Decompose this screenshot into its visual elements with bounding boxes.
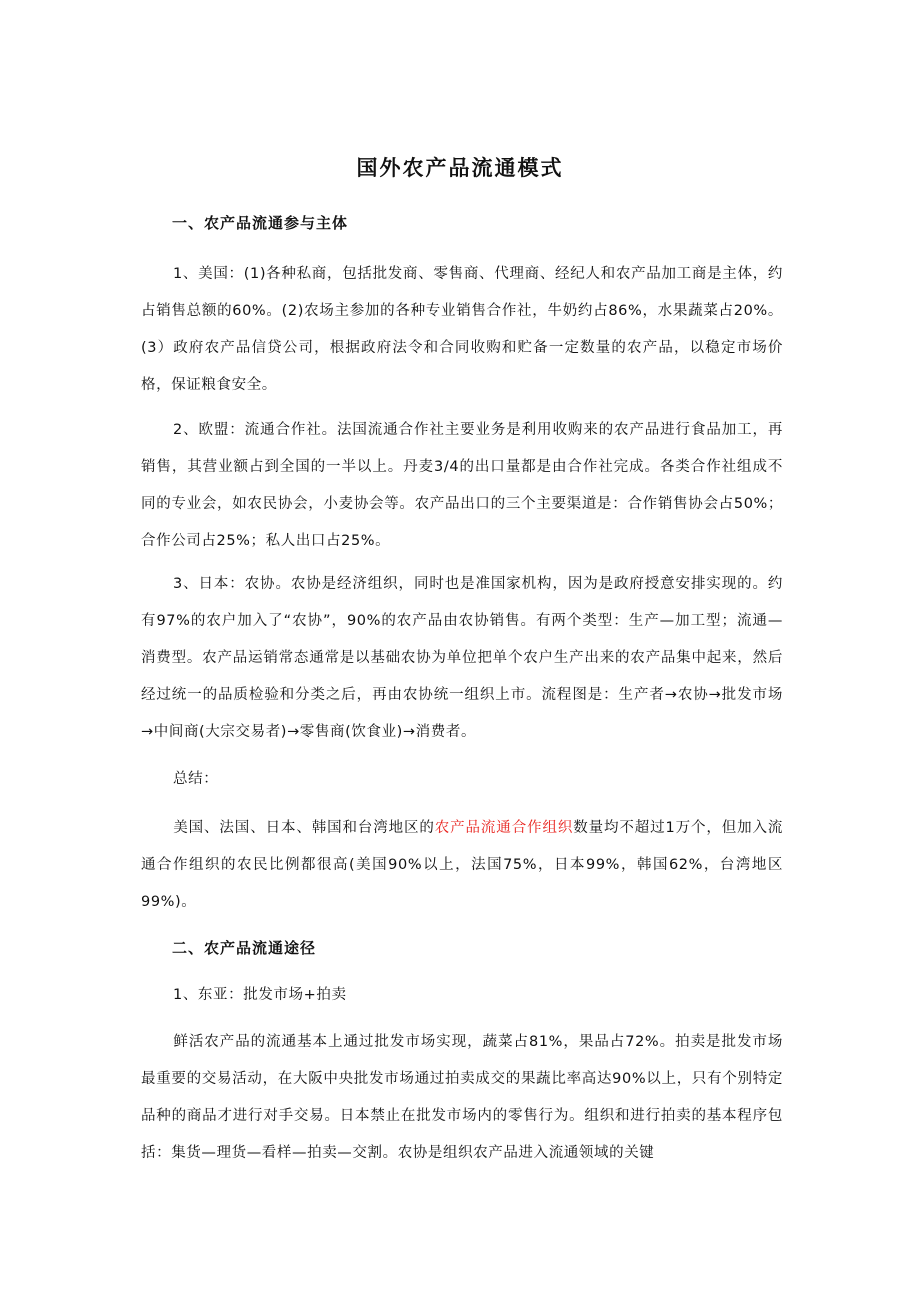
paragraph-us	[141, 256, 783, 404]
paragraph-eu	[141, 412, 783, 560]
summary-highlight: 农产品流通合作组织	[434, 820, 574, 836]
paragraph-jp	[141, 566, 783, 751]
paragraph-jp-text: 3、日本：农协。农协是经济组织，同时也是准国家机构，因为是政府授意安排实现的。约有97%的农户加入了“农协”，90%的农产品由农协销售。有两个类型：生产—加工型；流通—消费型。农产品运销常态通常是以基础农协为单位把单个农户生产出来的农产品集中起来，然后经过统一的品质检验和分类之后，再由农协统一组织上市。流程图是：生产者→农协→批发市场→中间商(大宗交易者)→零售商(饮食业)→消费者。	[141, 576, 783, 740]
section1-heading: 一、农产品流通参与主体	[172, 214, 349, 232]
summary-text-after: 数量均不超过1万个，但加入流通合作组织的农民比例都很高(美国90%以上，法国75%，日本99%，韩国62%，台湾地区99%)。	[141, 820, 784, 910]
paragraph-east-asia-text: 鲜活农产品的流通基本上通过批发市场实现，蔬菜占81%，果品占72%。拍卖是批发市场最重要的交易活动，在大阪中央批发市场通过拍卖成交的果蔬比率高达90%以上，只有个别特定品种的商品才进行对手交易。日本禁止在批发市场内的零售行为。组织和进行拍卖的基本程序包括：集货—理货—看样—拍卖—交割。农协是组织农产品进入流通领域的关键	[141, 1034, 783, 1161]
document-title: 国外农产品流通模式	[356, 156, 564, 180]
paragraph-us-text: 1、美国：(1)各种私商，包括批发商、零售商、代理商、经纪人和农产品加工商是主体，约占销售总额的60%。(2)农场主参加的各种专业销售合作社，牛奶约占86%，水果蔬菜占20%。(3）政府农产品信贷公司，根据政府法令和合同收购和贮备一定数量的农产品，以稳定市场价格，保证粮食安全。	[141, 266, 783, 393]
summary-text-before: 美国、法国、日本、韩国和台湾地区的	[173, 820, 435, 836]
paragraph-eu-text: 2、欧盟：流通合作社。法国流通合作社主要业务是利用收购来的农产品进行食品加工，再销售，其营业额占到全国的一半以上。丹麦3/4的出口量都是由合作社完成。各类合作社组成不同的专业会，如农民协会，小麦协会等。农产品出口的三个主要渠道是：合作销售协会占50%；合作公司占25%；私人出口占25%。	[141, 422, 783, 549]
summary-label: 总结：	[173, 771, 219, 787]
section2-heading: 二、农产品流通途径	[172, 939, 317, 957]
paragraph-summary	[141, 810, 783, 921]
subsection-east-asia: 1、东亚：批发市场+拍卖	[173, 987, 347, 1003]
paragraph-east-asia	[141, 1024, 783, 1172]
